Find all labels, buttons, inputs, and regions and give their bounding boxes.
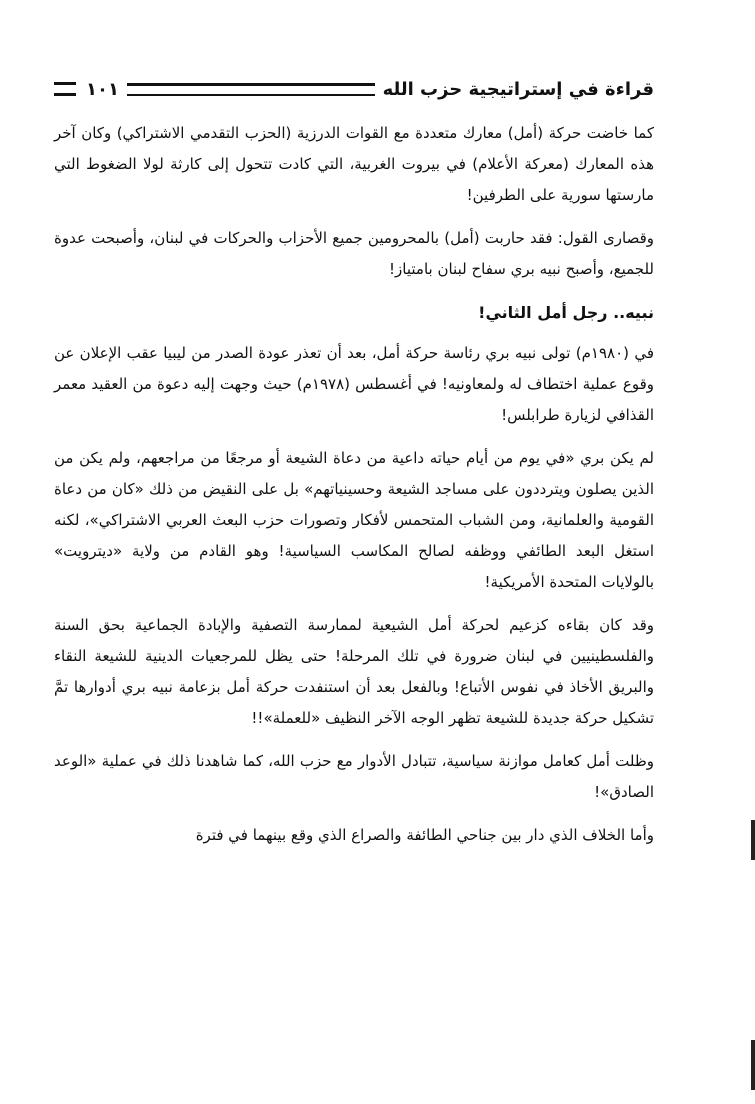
paragraph: لم يكن بري «في يوم من أيام حياته داعية من دعاة الشيعة أو مرجعًا من مراجعهم، ولم يكن من الذين يصلون ويترددون على مساجد الشيعة وحسينياتهم» بل على النقيض من ذلك «كان من دعاة القومية والعلمانية، ومن الشباب المتحمس لأفكار وتصورات حزب البعث العربي الاشتراكي»، لكنه استغل البعد الطائفي ووظفه لصالح المكاسب السياسية! وهو القادم من ولاية «ديترويت» بالولايات المتحدة الأمريكية! xyxy=(54,449,654,591)
paragraph: كما خاضت حركة (أمل) معارك متعددة مع القوات الدرزية (الحزب التقدمي الاشتراكي) وكان آخر هذه المعارك (معركة الأعلام) في بيروت الغربية، التي كادت تتحول إلى كارثة لولا الضغوط التي مارستها سورية على الطرفين! xyxy=(54,124,654,204)
paragraph: وقد كان بقاءه كزعيم لحركة أمل الشيعية لممارسة التصفية والإبادة الجماعية بحق السنة والفلسطينيين في لبنان ضرورة في تلك المرحلة! حتى يظل للمرجعيات الدينية للشيعة النقاء والبريق الأخاذ في نفوس الأتباع! وبالفعل بعد أن استنفدت حركة أمل بزعامة نبيه بري أدوارها تمَّ تشكيل حركة جديدة للشيعة تظهر الوجه الآخر النظيف «للعملة»!! xyxy=(54,616,654,727)
running-title: قراءة في إستراتيجية حزب الله xyxy=(382,78,654,100)
paragraph: وظلت أمل كعامل موازنة سياسية، تتبادل الأدوار مع حزب الله، كما شاهدنا ذلك في عملية «الوعد الصادق»! xyxy=(54,752,654,801)
page-header xyxy=(54,72,654,106)
scan-edge-mark xyxy=(751,820,755,860)
paragraph: وأما الخلاف الذي دار بين جناحي الطائفة والصراع الذي وقع بينهما في فترة xyxy=(195,826,654,844)
paragraph: في (١٩٨٠م) تولى نبيه بري رئاسة حركة أمل، بعد أن تعذر عودة الصدر من ليبيا عقب الإعلان عن وقوع عملية اختطاف له ولمعاونيه! في أغسطس (١٩٧٨م) حيث وجهت إليه دعوة من العقيد معمر القذافي لزيارة طرابلس! xyxy=(54,344,654,424)
body-text xyxy=(54,118,654,863)
header-rule xyxy=(127,83,375,96)
scan-edge-mark xyxy=(751,1040,755,1090)
section-heading: نبيه.. رجل أمل الثاني! xyxy=(478,303,654,322)
page-number-mark xyxy=(54,82,76,96)
page-number: ١٠١ xyxy=(86,78,119,100)
paragraph: وقصارى القول: فقد حاربت (أمل) بالمحرومين جميع الأحزاب والحركات في لبنان، وأصبحت عدوة للجميع، وأصبح نبيه بري سفاح لبنان بامتياز! xyxy=(54,229,654,278)
